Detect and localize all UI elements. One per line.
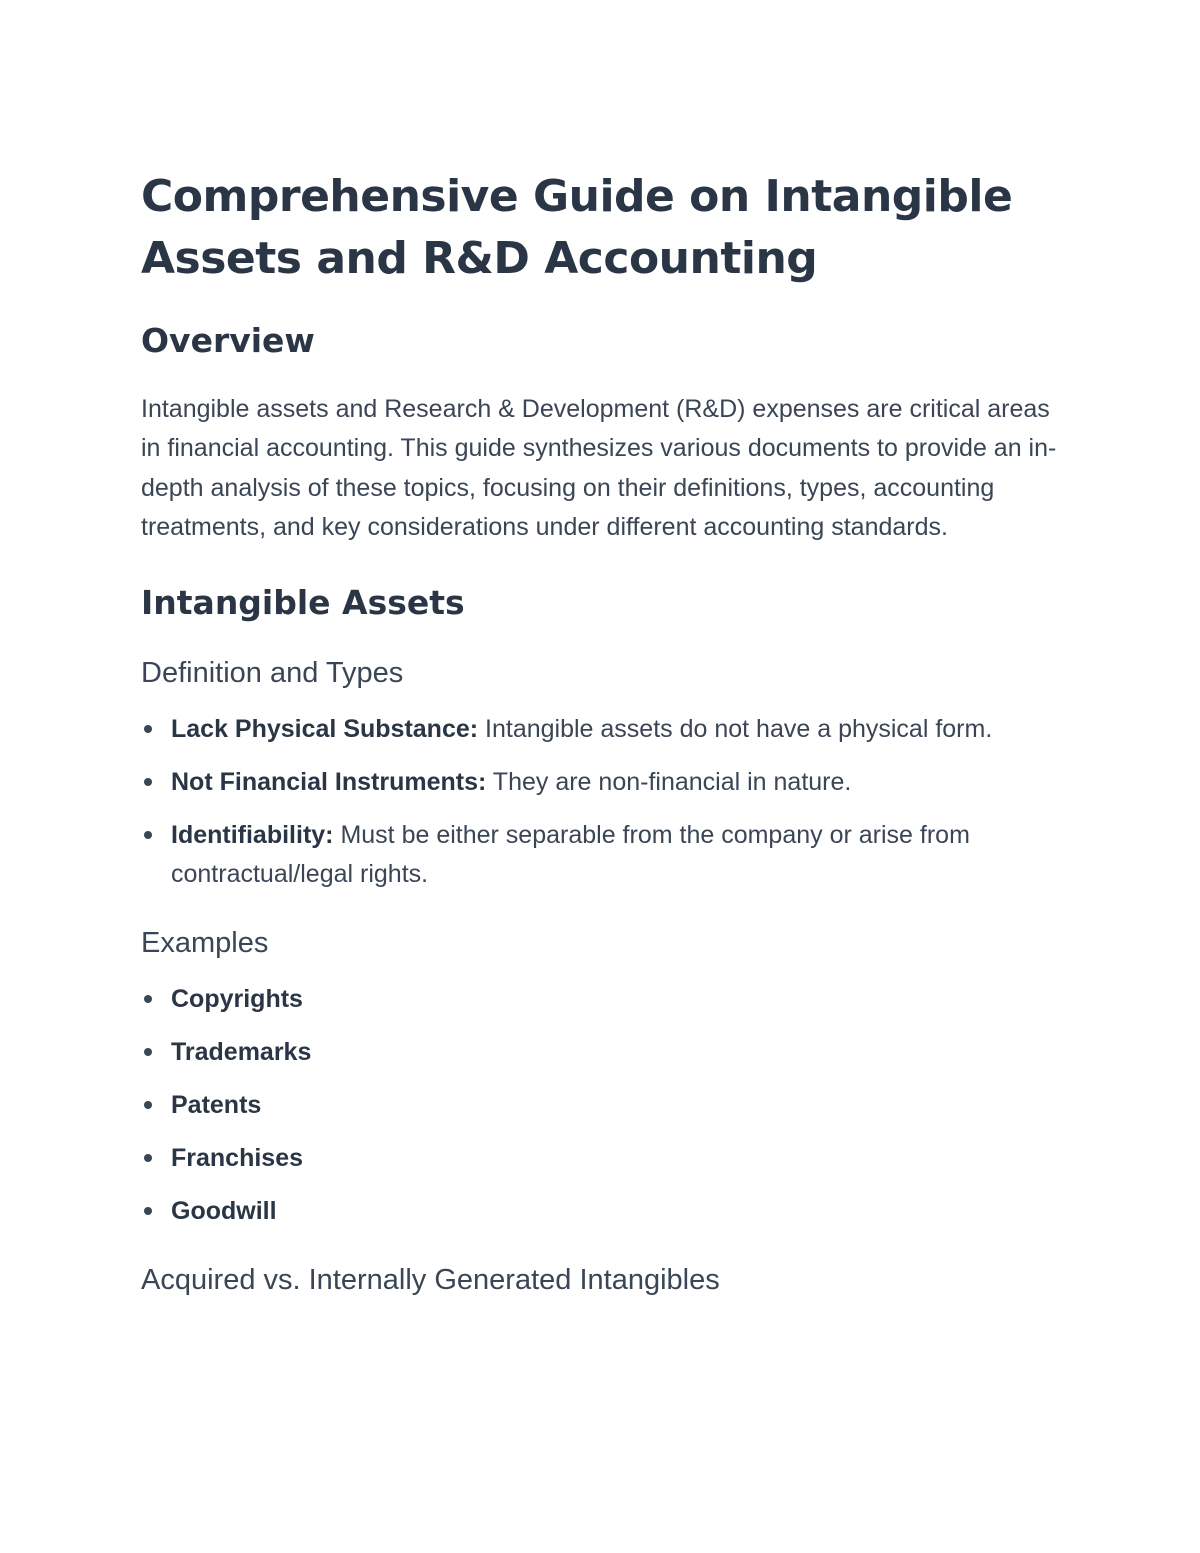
- example-item: Copyrights: [171, 984, 303, 1013]
- list-item: [141, 980, 1061, 1019]
- example-item: Goodwill: [171, 1196, 277, 1225]
- document-page: [141, 166, 1061, 1299]
- example-item: Patents: [171, 1090, 262, 1119]
- bullet-icon: [144, 995, 152, 1003]
- list-item-term: Lack Physical Substance:: [171, 714, 479, 743]
- list-item: [141, 763, 1061, 802]
- list-item: [141, 1033, 1061, 1072]
- list-item-term: Not Financial Instruments:: [171, 767, 487, 796]
- bullet-icon: [144, 1101, 152, 1109]
- definition-types-heading: Definition and Types: [141, 656, 404, 689]
- bullet-icon: [144, 725, 152, 733]
- intangible-assets-heading: Intangible Assets: [141, 582, 465, 622]
- examples-list: [141, 980, 1061, 1231]
- bullet-icon: [144, 1154, 152, 1162]
- bullet-icon: [144, 831, 152, 839]
- overview-paragraph: Intangible assets and Research & Development (R&D) expenses are critical areas in financial accounting. This guide synthesizes various documents to provide an in-depth analysis of these topics, focusing on their definitions, types, accounting treatments, and key considerations under different accounting standards.: [141, 395, 1057, 542]
- page-title: Comprehensive Guide on Intangible Assets and R&D Accounting: [141, 171, 1013, 284]
- list-item: [141, 710, 1061, 749]
- bullet-icon: [144, 778, 152, 786]
- example-item: Trademarks: [171, 1037, 312, 1066]
- acquired-vs-internal-heading: Acquired vs. Internally Generated Intangibles: [141, 1263, 720, 1296]
- list-item-term: Identifiability:: [171, 820, 334, 849]
- example-item: Franchises: [171, 1143, 304, 1172]
- list-item: [141, 1086, 1061, 1125]
- list-item: [141, 1139, 1061, 1178]
- list-item-text: Must be either separable from the company or arise from contractual/legal rights.: [171, 820, 970, 888]
- list-item: [141, 816, 1061, 894]
- list-item: [141, 1192, 1061, 1231]
- list-item-text: Intangible assets do not have a physical form.: [478, 714, 993, 743]
- definition-list: [141, 710, 1061, 894]
- examples-heading: Examples: [141, 926, 269, 959]
- list-item-text: They are non-financial in nature.: [486, 767, 852, 796]
- overview-heading: Overview: [141, 321, 315, 360]
- bullet-icon: [144, 1207, 152, 1215]
- bullet-icon: [144, 1048, 152, 1056]
